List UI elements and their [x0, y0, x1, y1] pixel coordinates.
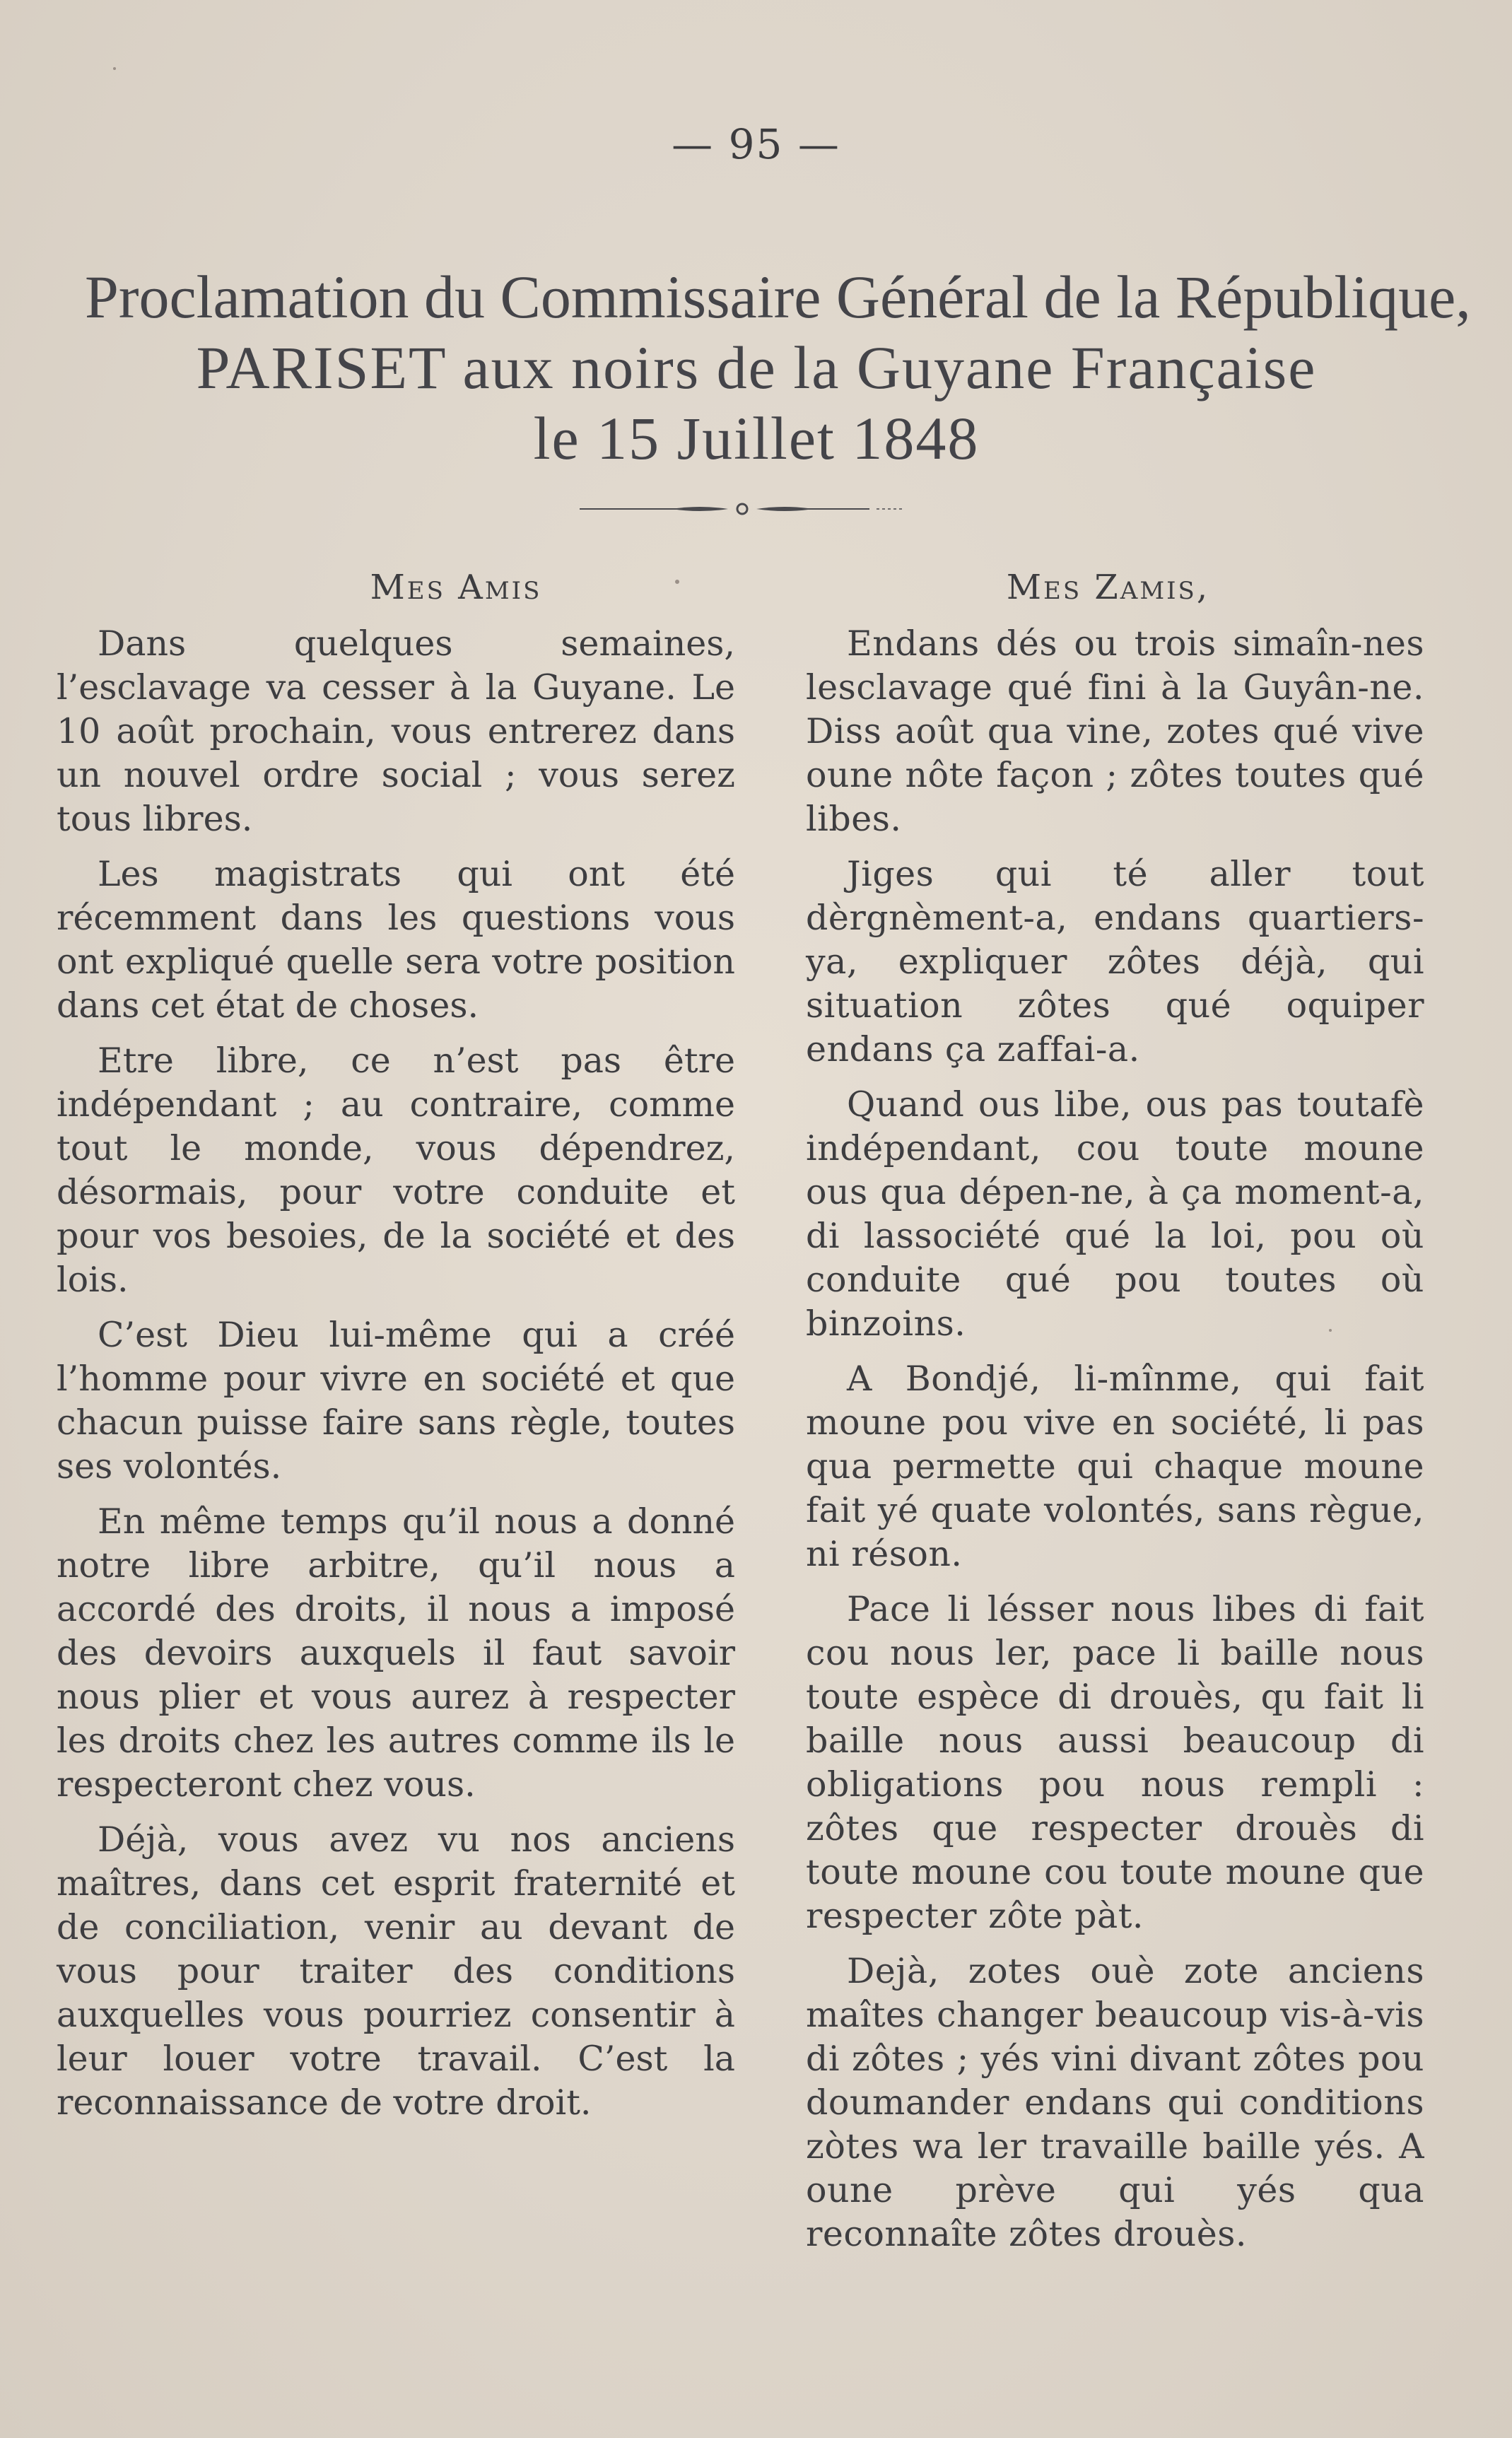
title-line-3: le 15 Juillet 1848	[533, 404, 980, 472]
paragraph: Etre libre, ce n’est pas être indépendant ; au contraire, comme tout le monde, vous dépendrez, désormais, pour votre conduite et pour vos besoies, de la société et des lois.	[57, 1041, 735, 1300]
paragraph: Dejà, zotes ouè zote anciens maîtes changer beaucoup vis-à-vis di zôtes ; yés vini divant zôtes pou doumander endans qui conditions zòtes wa ler travaille baille yés. A oune prève qui yés qua reconnaîte zôtes drouès.	[806, 1951, 1424, 2254]
paper-speck	[113, 67, 116, 70]
paragraph: Dans quelques semaines, l’esclavage va cesser à la Guyane. Le 10 août prochain, vous entrerez dans un nouvel ordre social ; vous serez tous libres.	[57, 623, 735, 839]
title-line-1: Proclamation du Commissaire Général de la République,	[85, 263, 1471, 331]
paragraph: Pace li lésser nous libes di fait cou nous ler, pace li baille nous toute espèce di drouès, qu fait li baille nous aussi beaucoup di obligations pou nous rempli : zôtes que respecter drouès di toute moune cou toute moune que respecter zôte pàt.	[806, 1589, 1424, 1936]
paragraph: A Bondjé, li-mînme, qui fait moune pou vive en société, li pas qua permette qui chaque moune fait yé quate volontés, sans règue, ni réson.	[806, 1359, 1424, 1574]
paragraph: En même temps qu’il nous a donné notre libre arbitre, qu’il nous a accordé des droits, il nous a imposé des devoirs auxquels il faut savoir nous plier et vous aurez à respecter les droits chez les autres comme ils le respecteront chez vous.	[57, 1501, 735, 1805]
paragraph: C’est Dieu lui-même qui a créé l’homme pour vivre en société et que chacun puisse faire sans règle, toutes ses volontés.	[57, 1315, 735, 1487]
page-title	[85, 262, 1471, 474]
french-column	[57, 565, 735, 2136]
paper-speck	[1329, 1329, 1332, 1332]
paragraph: Les magistrats qui ont été récemment dans les questions vous ont expliqué quelle sera votre position dans cet état de choses.	[57, 854, 735, 1026]
paragraph: Déjà, vous avez vu nos anciens maîtres, dans cet esprit fraternité et de conciliation, venir au devant de vous pour traiter des conditions auxquelles vous pourriez consentir à leur louer votre travail. C’est la reconnaissance de votre droit.	[57, 1819, 735, 2123]
title-line-2: PARISET aux noirs de la Guyane Française	[196, 334, 1317, 402]
creole-column	[806, 565, 1424, 2268]
page-number: — 95 —	[672, 120, 840, 168]
paragraph: Jiges qui té aller tout dèrgnèment-a, endans quartiers-ya, expliquer zôtes déjà, qui situation zôtes qué oquiper endans ça zaffai-a.	[806, 854, 1424, 1069]
paragraph: Quand ous libe, ous pas toutafè indépendant, cou toute moune ous qua dépen-ne, à ça moment-a, di lassociété qué la loi, pou où conduite qué pou toutes où binzoins.	[806, 1084, 1424, 1344]
paragraph: Endans dés ou trois simaîn-nes lesclavage qué fini à la Guyân-ne. Diss août qua vine, zotes qué vive oune nôte façon ; zôtes toutes qué libes.	[806, 623, 1424, 839]
salutation: Mes Zamis,	[1006, 568, 1210, 607]
paper-speck	[675, 580, 679, 584]
ornamental-divider	[573, 495, 912, 523]
salutation: Mes Amis	[370, 568, 542, 607]
